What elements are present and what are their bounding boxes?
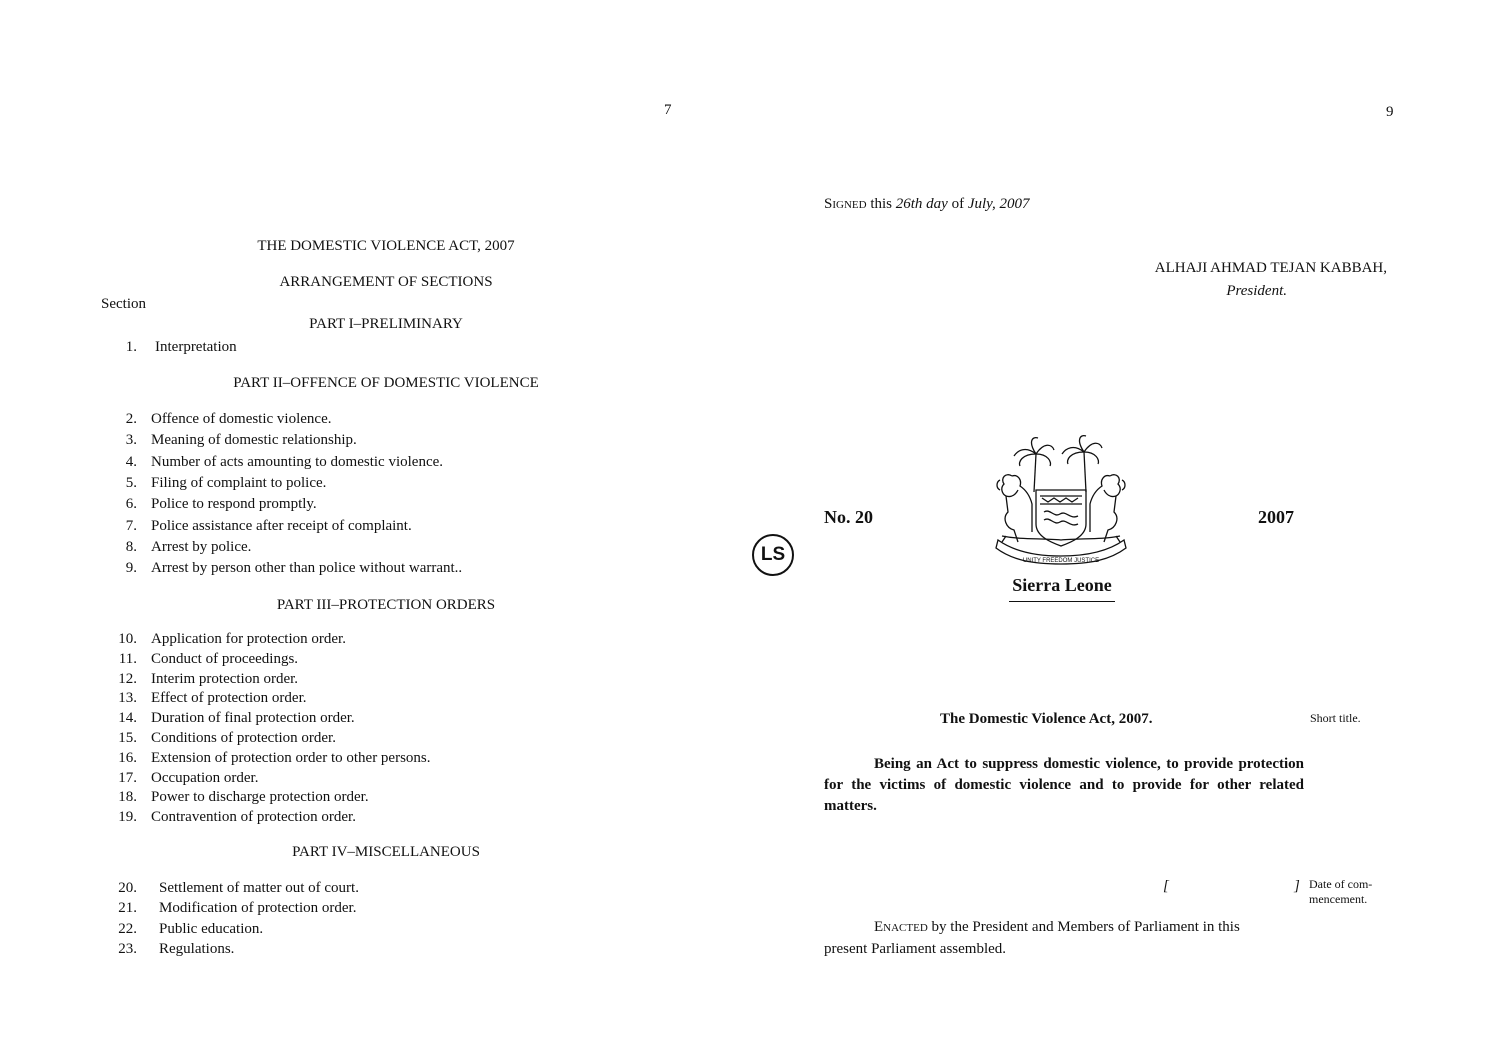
section-number: 6. — [125, 496, 137, 513]
section-title: Filing of complaint to police. — [151, 474, 327, 491]
long-title: Being an Act to suppress domestic violence, to provide protection for the victims of domestic violence and to provide for other related matters. — [824, 756, 1304, 814]
section-number: 17. — [118, 769, 137, 786]
section-number: 15. — [118, 730, 137, 746]
enacted-rest: by the President and Members of Parliament in this — [931, 919, 1240, 935]
section-title: Duration of final protection order. — [151, 710, 355, 727]
section-title: Power to discharge protection order. — [151, 789, 369, 806]
section-number: 3. — [125, 432, 137, 449]
signatory-title: President. — [1226, 283, 1287, 299]
part-heading: PART II–OFFENCE OF DOMESTIC VIOLENCE — [233, 375, 539, 391]
coat-of-arms — [992, 432, 1130, 568]
section-title: Meaning of domestic relationship. — [151, 432, 357, 449]
bracket-close: ] — [1294, 878, 1300, 894]
commencement-note-line2: mencement. — [1309, 892, 1368, 906]
section-title: Regulations. — [159, 940, 235, 957]
act-number: No. 20 — [824, 507, 873, 527]
signed-line — [824, 196, 1029, 213]
section-title: Conduct of proceedings. — [151, 650, 299, 667]
short-title: The Domestic Violence Act, 2007. — [940, 711, 1153, 727]
section-title: Number of acts amounting to domestic violence. — [151, 453, 444, 470]
section-number: 20. — [118, 880, 137, 896]
section-title: Extension of protection order to other persons. — [151, 749, 431, 766]
section-title: Police to respond promptly. — [151, 496, 317, 513]
ls-seal: LS — [752, 534, 794, 576]
section-number: 21. — [118, 900, 137, 917]
section-title: Arrest by person other than police without warrant.. — [151, 560, 463, 577]
part-heading: PART III–PROTECTION ORDERS — [276, 597, 496, 613]
bracket-open: [ — [1163, 878, 1169, 894]
section-title: Contravention of protection order. — [151, 809, 356, 826]
section-number: 2. — [125, 411, 137, 427]
section-number: 9. — [125, 560, 137, 577]
act-title: THE DOMESTIC VIOLENCE ACT, 2007 — [257, 238, 515, 254]
section-number: 22. — [118, 920, 137, 937]
coat-of-arms-emblem — [992, 432, 1130, 568]
section-number: 7. — [125, 517, 137, 534]
section-title: Public education. — [159, 920, 264, 937]
section-number: 11. — [118, 650, 137, 667]
section-number: 14. — [118, 710, 137, 727]
signed-word: Signed — [824, 196, 867, 212]
part-heading: PART I–PRELIMINARY — [309, 316, 463, 332]
section-number: 5. — [125, 474, 137, 491]
section-number: 19. — [118, 809, 137, 826]
section-title: Occupation order. — [151, 769, 259, 786]
section-number: 1. — [125, 339, 137, 355]
section-number: 4. — [125, 453, 137, 470]
section-number: 8. — [125, 538, 137, 555]
signatory-name: ALHAJI AHMAD TEJAN KABBAH, — [1154, 260, 1387, 276]
right-page-number: 9 — [1386, 104, 1394, 120]
signed-of: of — [951, 196, 965, 212]
short-title-margin-note: Short title. — [1310, 711, 1361, 725]
arrangement-heading: ARRANGEMENT OF SECTIONS — [279, 274, 493, 290]
section-number: 10. — [118, 631, 137, 647]
section-number: 18. — [118, 789, 137, 806]
act-year: 2007 — [1258, 507, 1294, 527]
section-title: Arrest by police. — [151, 538, 252, 555]
section-title: Settlement of matter out of court. — [159, 880, 359, 896]
section-title: Interim protection order. — [151, 670, 299, 687]
signed-this: this — [870, 196, 892, 212]
section-number: 23. — [118, 940, 137, 957]
section-number: 12. — [118, 670, 137, 687]
motto-text: UNITY FREEDOM JUSTICE — [1022, 558, 1100, 564]
section-title: Conditions of protection order. — [151, 730, 336, 746]
section-title: Modification of protection order. — [159, 900, 357, 917]
section-title: Interpretation — [155, 339, 237, 355]
signed-month-year: July, 2007 — [967, 196, 1030, 212]
part-heading: PART IV–MISCELLANEOUS — [292, 844, 480, 860]
commencement-note-line1: Date of com- — [1309, 877, 1373, 891]
country-name: Sierra Leone — [1012, 575, 1112, 595]
section-label: Section — [101, 296, 146, 312]
section-title: Offence of domestic violence. — [151, 411, 332, 427]
section-number: 13. — [118, 690, 137, 707]
section-title: Application for protection order. — [151, 631, 346, 647]
section-number: 16. — [118, 749, 137, 766]
commencement-margin-note — [1309, 877, 1372, 907]
enacting-clause-line1 — [874, 919, 1240, 936]
enacting-clause-line2: present Parliament assembled. — [824, 941, 1007, 957]
section-title: Effect of protection order. — [151, 690, 307, 707]
section-title: Police assistance after receipt of complaint. — [151, 517, 412, 534]
enacted-word: Enacted — [874, 919, 928, 935]
left-page-number: 7 — [664, 102, 672, 118]
country-underline — [1009, 601, 1115, 602]
signed-date: 26th day — [895, 196, 948, 212]
